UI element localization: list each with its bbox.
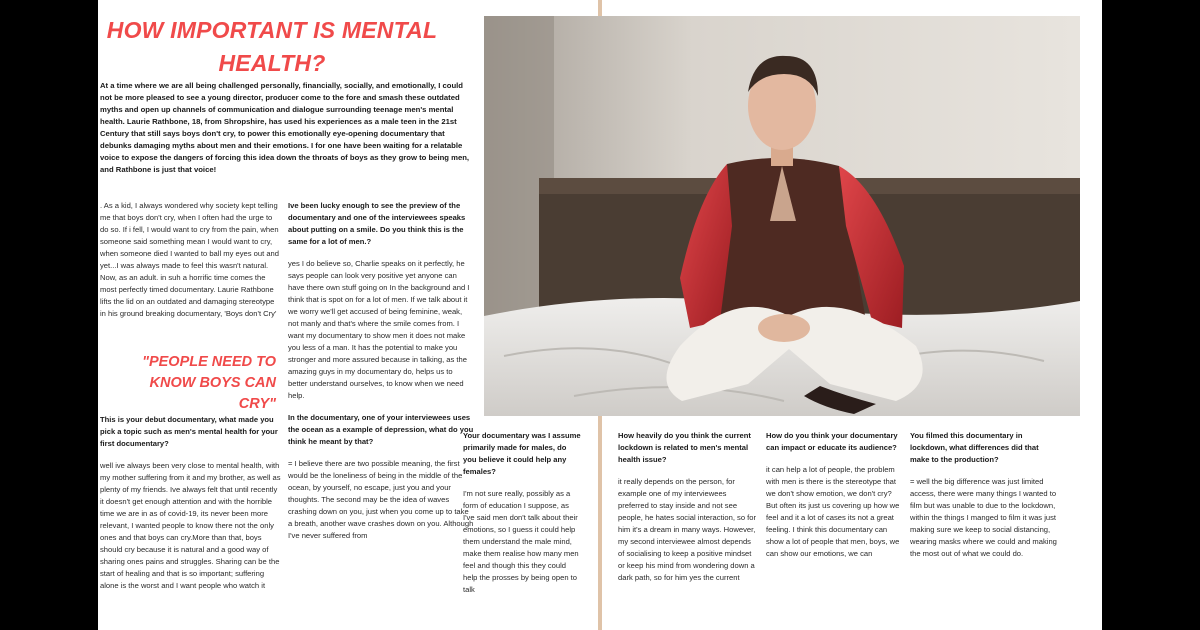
question-smile: Ive been lucky enough to see the preview of the documentary and one of the interviewees speaks about putting on a smile. Do you think this is the same for a lot of men.?	[288, 201, 466, 246]
column-4	[618, 430, 758, 594]
answer-lockdown: it really depends on the person, for example one of my interviewees preferred to stay inside and not see people, he hates social interaction, so for him it's a dream in many ways. However, my second interviewee almost depends of socialising to keep a positive mindset or keep his mind from wondering down a dark path, so for him yes the current	[618, 477, 757, 582]
question-ocean: In the documentary, one of your interviewees uses the ocean as a example of depression, what do you think he meant by that?	[288, 413, 474, 446]
portrait-photo	[484, 16, 1080, 416]
intro-paragraph: At a time where we are all being challenged personally, financially, socially, and emotionally, I could not be more pleased to see a young director, producer come to the fore and smash these outdated myths and open up channels of communication and dialogue surrounding teenage men's mental health. Laurie Rathbone, 18, from Shropshire, has used his experiences as a male teen in the 21st Century that still says boys don't cry, to power this emotionally eye-opening documentary that debunks damaging myths about men and their emotions. I for one have been waiting for a relatable voice to expose the dangers of forcing this idea down the throats of boys as they grow to being men, and Rathbone is just that voice!	[100, 81, 470, 174]
column-5	[766, 430, 902, 570]
left-frame-bar	[0, 0, 98, 630]
column-2	[288, 200, 474, 552]
answer-smile: yes I do believe so, Charlie speaks on it perfectly, he says people can look very positive yet anyone can have there own stuff going on In the background and I think that is spot on for a lot of men. If we talk about it we worry we'll get accused of being feminine, weak, not manly and that's where the smile comes from. I want my documentary to show men it does not make you less of a man. It has the potential to make you stronger and more assured because in talking, as the amazing guys in my documentary do, helps us to better understand ourselves, to know when we need help.	[288, 259, 470, 400]
question-impact: How do you think your documentary can impact or educate its audience?	[766, 431, 898, 452]
answer-debut: well ive always been very close to mental health, with my mother suffering from it and my brother, as well as plenty of my friends. Ive always felt that until recently it doesn't get enough attention and with the horrible time we are in as of covid-19, its never been more relevant, I wanted people to know there not the only ones and that boys can cry.More than that, boys should cry because it is natural and a good way of sharing ones pains and struggles. Sharing can be the start of healing and that is so important; suffering alone is the worst and I want people who watch it	[100, 461, 281, 590]
headline: HOW IMPORTANT IS MENTAL HEALTH?	[106, 17, 438, 76]
column-1-body: . As a kid, I always wondered why society kept telling me that boys don't cry, when I often had the urge to do so. If i fell, I would want to cry from the pain, when someone said something mean I would want to cry, when someone died I wanted to ball my eyes out and yet...I was always made to feel this wasn't natural. Now, as an adult. in suh a horrific time comes the most perfectly timed documentary. Laurie Rathbone lifts the lid on an outdated and damaging stereotype in his ground breaking documentary, 'Boys don't Cry'	[100, 201, 279, 318]
answer-ocean: = I believe there are two possible meaning, the first would be the loneliness of being in the middle of the ocean, by yourself, no escape, just you and your thoughts. The second may be the idea of waves crashing down on you, just when you come up to take a breath, another wave crashes down on you. Although I've never suffered from	[288, 459, 474, 540]
answer-impact: it can help a lot of people, the problem with men is there is the stereotype that we don't show emotion, we don't cry? But often its just us covering up how we feel and it a lot of cases its not a great feeling. I think this documentary can show a lot of people that men, boys, we can show our emotions, we can	[766, 465, 900, 558]
column-1-qa	[100, 414, 282, 602]
column-6	[910, 430, 1060, 570]
answer-production: = well the big difference was just limited access, there were many things I wanted to film but was unable to due to the lockdown, within the things I manged to film it was just making sure we keep to social distancing, wearing masks where we could and making the most out of what we could do.	[910, 477, 1057, 558]
column-3	[463, 430, 581, 606]
question-lockdown: How heavily do you think the current lockdown is related to men's mental health issue?	[618, 431, 751, 464]
right-frame-bar	[1102, 0, 1200, 630]
question-production: You filmed this documentary in lockdown, what differences did that make to the production?	[910, 431, 1039, 464]
question-females: Your documentary was I assume primarily made for males, do you believe it could help any females?	[463, 431, 581, 476]
column-1	[100, 200, 282, 330]
pull-quote: "PEOPLE NEED TO KNOW BOYS CAN CRY"	[142, 354, 276, 412]
question-debut: This is your debut documentary, what made you pick a topic such as men's mental health for your first documentary?	[100, 415, 278, 448]
answer-females: I'm not sure really, possibly as a form of education I suppose, as I've said men don't talk about their emotions, so I guess it could help them understand the male mind, make them realise how many men feel and though this they could help the prosses by being open to talk	[463, 489, 579, 594]
